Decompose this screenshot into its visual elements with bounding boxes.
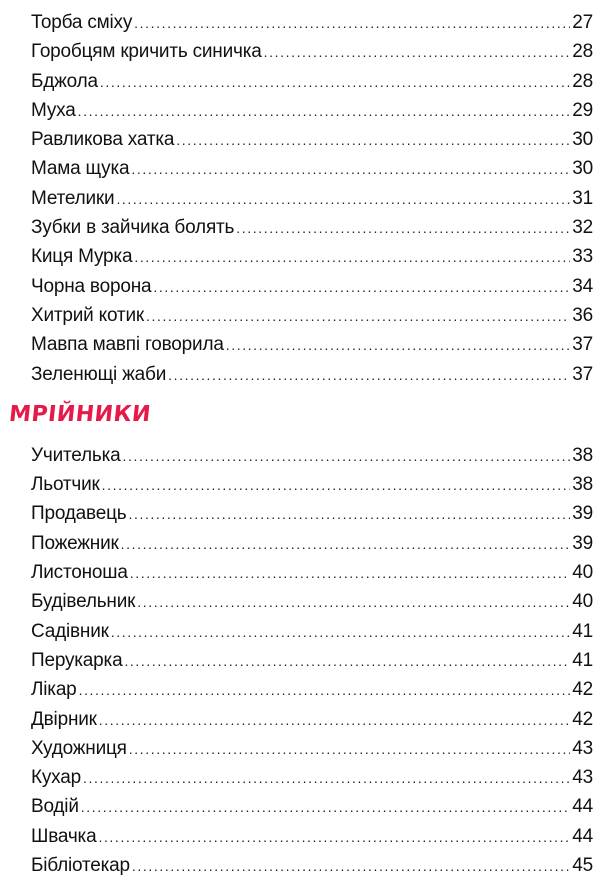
entry-page: 27 [572,12,593,33]
dot-leader [128,500,570,529]
entry-title: Киця Мурка [31,246,133,268]
toc-entry[interactable] [31,734,593,763]
entry-title: Художниця [31,737,127,759]
dot-leader [98,823,570,852]
entry-page: 42 [572,679,593,701]
entry-title: Хитрий котик [31,304,144,326]
entry-title: Бджола [31,70,98,92]
toc-entry[interactable] [31,125,593,154]
entry-page: 44 [572,825,593,847]
dot-leader [116,185,570,214]
entry-page: 31 [572,187,593,209]
toc-entry[interactable] [31,851,593,880]
entry-page: 28 [572,70,593,92]
entry-title: Кухар [31,767,81,789]
dot-leader [130,559,571,588]
entry-page: 38 [572,474,593,496]
dot-leader [146,302,570,331]
entry-page: 33 [572,246,593,268]
entry-page: 41 [572,620,593,642]
dot-leader [81,793,571,822]
dot-leader [102,471,571,500]
entry-page: 37 [572,363,593,385]
entry-page: 44 [572,796,593,818]
toc-entry[interactable] [31,37,593,66]
entry-title: Мама щука [31,158,130,180]
dot-leader [134,9,570,38]
entry-title: Метелики [31,187,115,209]
toc-entry[interactable] [31,441,593,470]
entry-page: 43 [572,767,593,789]
toc-entry[interactable] [31,822,593,851]
toc-entry[interactable] [31,67,593,96]
toc-entry[interactable] [31,330,593,359]
toc-entry[interactable] [31,617,593,646]
entry-title: Лікар [31,679,77,701]
entry-title: Муха [31,99,76,121]
dot-leader [168,361,570,390]
entry-title: Бібліотекар [31,855,130,877]
entry-page: 39 [572,532,593,554]
entry-page: 38 [572,444,593,466]
entry-title: Мавпа мавпі говорила [31,334,224,356]
toc-entry[interactable] [31,8,593,37]
dot-leader [264,38,571,67]
toc-entry[interactable] [31,184,593,213]
dot-leader [236,214,570,243]
entry-page: 41 [572,649,593,671]
entry-page: 39 [572,503,593,525]
entry-page: 32 [572,217,593,239]
dot-leader [123,442,571,471]
dot-leader [134,243,570,272]
entry-page: 28 [572,41,593,63]
entry-title: Зеленющі жаби [31,363,167,385]
dot-leader [83,764,570,793]
toc-entry[interactable] [31,792,593,821]
toc-entry[interactable] [31,154,593,183]
entry-title: Продавець [31,503,127,525]
entry-title: Садівник [31,620,109,642]
dot-leader [99,706,570,735]
entry-page: 36 [572,304,593,326]
entry-page: 30 [572,129,593,151]
entry-page: 43 [572,737,593,759]
toc-entry[interactable] [31,587,593,616]
entry-title: Листоноша [31,562,128,584]
toc-entry[interactable] [31,360,593,389]
toc-entry[interactable] [31,529,593,558]
entry-title: Торба сміху [31,12,133,33]
dot-leader [176,126,570,155]
dot-leader [137,588,570,617]
entry-page: 45 [572,855,593,877]
entry-page: 30 [572,158,593,180]
dot-leader [111,618,571,647]
toc-section-2 [0,441,600,880]
toc-entry[interactable] [31,213,593,242]
entry-title: Горобцям кричить синичка [31,41,262,63]
dot-leader [124,647,570,676]
dot-leader [121,530,571,559]
entry-page: 29 [572,99,593,121]
entry-page: 40 [572,591,593,613]
toc-entry[interactable] [31,646,593,675]
entry-page: 34 [572,275,593,297]
entry-page: 37 [572,334,593,356]
dot-leader [129,735,571,764]
dot-leader [79,676,571,705]
entry-title: Чорна ворона [31,275,152,297]
entry-title: Швачка [31,825,97,847]
toc-entry[interactable] [31,96,593,125]
toc-entry[interactable] [31,499,593,528]
entry-title: Зубки в зайчика болять [31,217,235,239]
toc-entry[interactable] [31,470,593,499]
entry-page: 42 [572,708,593,730]
toc-section-1 [0,0,600,389]
entry-title: Двірник [31,708,97,730]
dot-leader [153,273,570,302]
toc-entry[interactable] [31,675,593,704]
dot-leader [100,68,570,97]
toc-entry[interactable] [31,763,593,792]
entry-title: Перукарка [31,649,123,671]
dot-leader [78,97,571,126]
toc-entry[interactable] [31,272,593,301]
section-heading: МРІЙНИКИ [7,401,153,427]
entry-title: Учителька [31,444,121,466]
toc-entry[interactable] [31,301,593,330]
toc-entry[interactable] [31,705,593,734]
toc-entry[interactable] [31,242,593,271]
entry-title: Равликова хатка [31,129,175,151]
toc-entry[interactable] [31,558,593,587]
entry-page: 40 [572,562,593,584]
dot-leader [131,155,570,184]
entry-title: Пожежник [31,532,119,554]
dot-leader [132,852,570,881]
entry-title: Водій [31,796,79,818]
entry-title: Будівельник [31,591,136,613]
entry-title: Льотчик [31,474,100,496]
dot-leader [226,331,571,360]
